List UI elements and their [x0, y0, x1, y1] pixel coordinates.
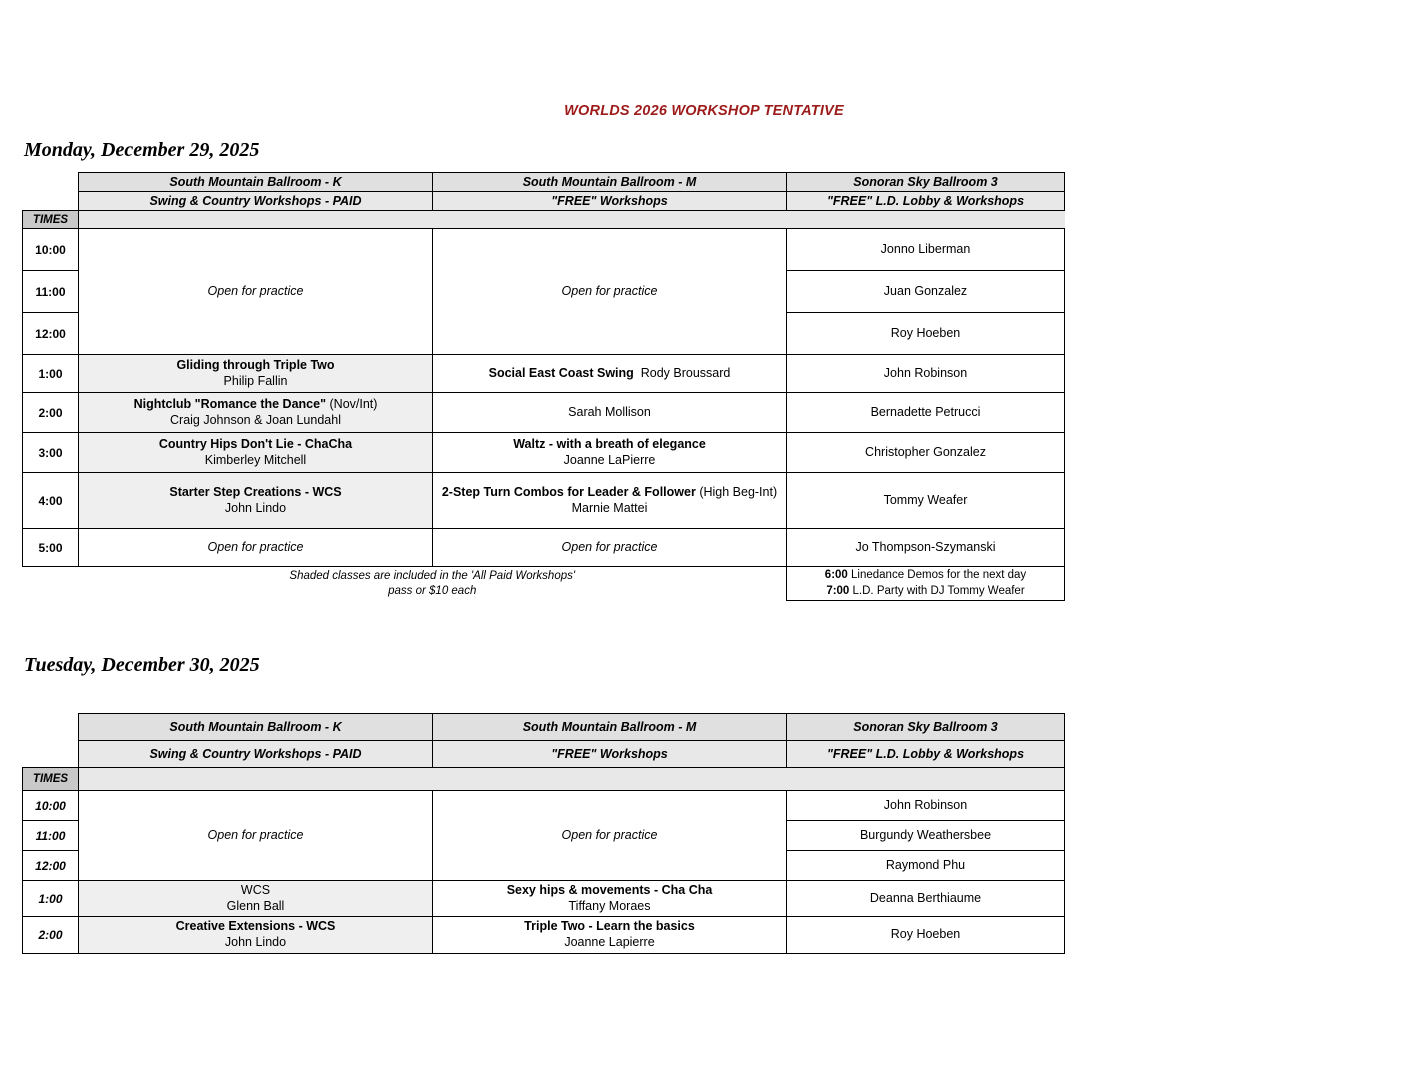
table-row — [23, 433, 1065, 473]
cell-m-200: Triple Two - Learn the basics Joanne Lapierre — [433, 917, 787, 953]
time-200: 2:00 — [23, 393, 79, 433]
cell-m-300: Waltz - with a breath of elegance Joanne LaPierre — [433, 433, 787, 473]
header-room-s3: Sonoran Sky Ballroom 3 — [787, 173, 1065, 192]
cell-s3-1100: Juan Gonzalez — [787, 271, 1065, 313]
times-strip — [23, 211, 1065, 229]
cell-k-100: Gliding through Triple Two Philip Fallin — [79, 355, 433, 393]
table-row — [23, 529, 1065, 567]
table-row — [23, 393, 1065, 433]
cell-k-practice-morning: Open for practice — [79, 229, 433, 355]
table-row — [23, 355, 1065, 393]
cell-s3-1200: Raymond Phu — [787, 851, 1065, 881]
cell-m-100: Social East Coast Swing Rody Broussard — [433, 355, 787, 393]
header-sub-s3: "FREE" L.D. Lobby & Workshops — [787, 741, 1065, 768]
table-header-rooms — [23, 714, 1065, 741]
footnote-shaded-classes: Shaded classes are included in the 'All Paid Workshops' pass or $10 each — [289, 569, 576, 597]
times-strip — [23, 768, 1065, 791]
time-1000: 10:00 — [23, 791, 79, 821]
cell-k-500: Open for practice — [79, 529, 433, 567]
time-300: 3:00 — [23, 433, 79, 473]
cell-s3-1100: Burgundy Weathersbee — [787, 821, 1065, 851]
time-200: 2:00 — [23, 917, 79, 953]
cell-k-practice-morning: Open for practice — [79, 791, 433, 881]
day-heading-monday: Monday, December 29, 2025 — [24, 139, 260, 161]
header-spacer — [23, 714, 79, 741]
cell-m-400: 2-Step Turn Combos for Leader & Follower (High Beg-Int) Marnie Mattei — [433, 473, 787, 529]
cell-k-100: WCS Glenn Ball — [79, 881, 433, 917]
cell-k-300: Country Hips Don't Lie - ChaCha Kimberley Mitchell — [79, 433, 433, 473]
cell-k-200: Nightclub "Romance the Dance" (Nov/Int) Craig Johnson & Joan Lundahl — [79, 393, 433, 433]
cell-s3-1200: Roy Hoeben — [787, 313, 1065, 355]
footnote-spacer — [23, 567, 79, 601]
time-1100: 11:00 — [23, 821, 79, 851]
header-room-m: South Mountain Ballroom - M — [433, 714, 787, 741]
header-sub-s3: "FREE" L.D. Lobby & Workshops — [787, 192, 1065, 211]
cell-s3-200: Roy Hoeben — [787, 917, 1065, 953]
cell-m-practice-morning: Open for practice — [433, 791, 787, 881]
time-1200: 12:00 — [23, 313, 79, 355]
times-label: TIMES — [23, 211, 79, 229]
time-500: 5:00 — [23, 529, 79, 567]
table-row — [23, 229, 1065, 271]
cell-k-400: Starter Step Creations - WCS John Lindo — [79, 473, 433, 529]
cell-s3-500: Jo Thompson-Szymanski — [787, 529, 1065, 567]
header-sub-m: "FREE" Workshops — [433, 741, 787, 768]
cell-s3-300: Christopher Gonzalez — [787, 433, 1065, 473]
cell-s3-1000: Jonno Liberman — [787, 229, 1065, 271]
header-sub-m: "FREE" Workshops — [433, 192, 787, 211]
header-spacer-2 — [23, 741, 79, 768]
time-100: 1:00 — [23, 355, 79, 393]
table-row — [23, 881, 1065, 917]
header-spacer — [23, 173, 79, 192]
table-header-subtitles — [23, 192, 1065, 211]
header-sub-k: Swing & Country Workshops - PAID — [79, 741, 433, 768]
cell-s3-100: Deanna Berthiaume — [787, 881, 1065, 917]
cell-s3-200: Bernadette Petrucci — [787, 393, 1065, 433]
header-room-k: South Mountain Ballroom - K — [79, 173, 433, 192]
schedule-table-monday — [22, 172, 1065, 601]
time-100: 1:00 — [23, 881, 79, 917]
footnote-row — [23, 567, 1065, 601]
header-room-s3: Sonoran Sky Ballroom 3 — [787, 714, 1065, 741]
cell-s3-400: Tommy Weafer — [787, 473, 1065, 529]
times-label: TIMES — [23, 768, 79, 791]
cell-s3-100: John Robinson — [787, 355, 1065, 393]
schedule-table-tuesday — [22, 713, 1065, 954]
cell-m-100: Sexy hips & movements - Cha Cha Tiffany Moraes — [433, 881, 787, 917]
table-row — [23, 917, 1065, 953]
cell-s3-1000: John Robinson — [787, 791, 1065, 821]
table-row — [23, 473, 1065, 529]
header-spacer-2 — [23, 192, 79, 211]
time-1200: 12:00 — [23, 851, 79, 881]
time-400: 4:00 — [23, 473, 79, 529]
cell-m-500: Open for practice — [433, 529, 787, 567]
table-header-rooms — [23, 173, 1065, 192]
header-room-m: South Mountain Ballroom - M — [433, 173, 787, 192]
table-row — [23, 791, 1065, 821]
header-room-k: South Mountain Ballroom - K — [79, 714, 433, 741]
cell-k-200: Creative Extensions - WCS John Lindo — [79, 917, 433, 953]
evening-events: 6:00 Linedance Demos for the next day 7:00 L.D. Party with DJ Tommy Weafer — [787, 567, 1065, 601]
time-1100: 11:00 — [23, 271, 79, 313]
times-spacer — [79, 211, 1065, 229]
times-spacer — [79, 768, 1065, 791]
time-1000: 10:00 — [23, 229, 79, 271]
table-header-subtitles — [23, 741, 1065, 768]
cell-m-practice-morning: Open for practice — [433, 229, 787, 355]
cell-m-200: Sarah Mollison — [433, 393, 787, 433]
header-sub-k: Swing & Country Workshops - PAID — [79, 192, 433, 211]
day-heading-tuesday: Tuesday, December 30, 2025 — [24, 654, 260, 676]
page-title: WORLDS 2026 WORKSHOP TENTATIVE — [564, 103, 844, 119]
